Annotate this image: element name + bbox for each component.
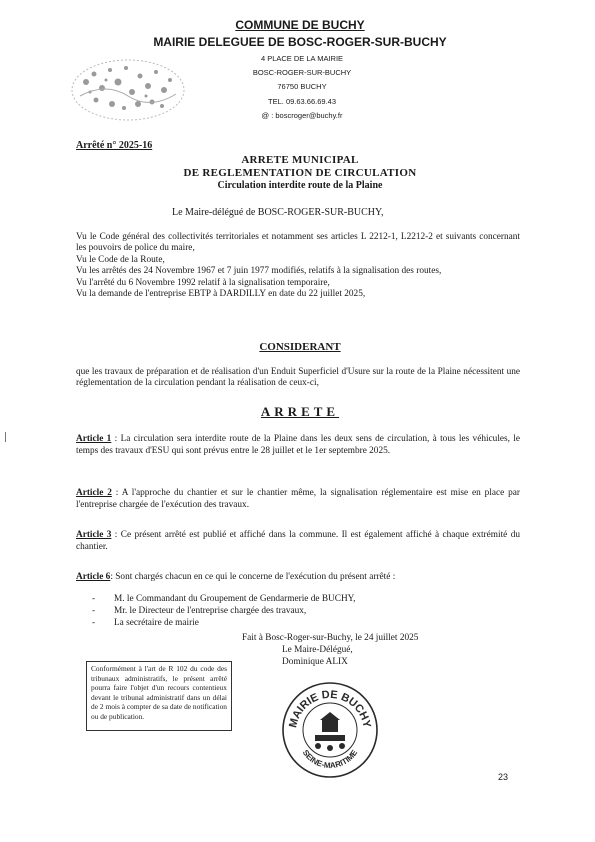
address-line: BOSC-ROGER-SUR-BUCHY: [252, 68, 352, 77]
article-label: Article 1: [76, 434, 112, 444]
article-separator: :: [111, 530, 121, 540]
considerant-text: que les travaux de préparation et de réalisation d'un Enduit Superficiel d'Usure sur la route de la Plaine nécessitent une réglementation de la circulation pendant la réalisation de ceux-ci,: [76, 367, 520, 389]
village-logo-icon: [66, 52, 190, 126]
mairie-stamp-icon: [280, 680, 380, 780]
signature-name: Dominique ALIX: [282, 657, 348, 667]
stamp-top-text: MAIRIE DE BUCHY: [287, 688, 373, 729]
vu-clause: Vu l'arrêté du 6 Novembre 1992 relatif à la signalisation temporaire,: [76, 277, 330, 288]
maire-statement: Le Maire-délégué de BOSC-ROGER-SUR-BUCHY,: [172, 207, 384, 218]
article-label: Article 2: [76, 488, 112, 498]
recipients-list: [92, 593, 472, 629]
article-text: Sont chargés chacun en ce qui le concerne de l'exécution du présent arrêté :: [115, 572, 396, 582]
recipient-item: - La secrétaire de mairie: [92, 617, 472, 629]
stamp-bottom-text: SEINE-MARITIME: [300, 748, 360, 771]
article-1: [76, 433, 520, 457]
title-line-3: Circulation interdite route de la Plaine: [217, 180, 383, 191]
article-separator: :: [111, 488, 122, 498]
title-line-1: ARRETE MUNICIPAL: [241, 154, 359, 166]
article-6: [76, 571, 520, 583]
svg-text:SEINE-MARITIME: [301, 748, 360, 770]
recipient-item: - Mr. le Directeur de l'entreprise chargée des travaux,: [92, 605, 472, 617]
article-text: Ce présent arrêté est publié et affiché dans la commune. Il est également affiché à chaque extrémité du chantier.: [76, 530, 520, 552]
article-3: [76, 529, 520, 553]
article-separator: :: [110, 572, 116, 582]
title-line-2: DE REGLEMENTATION DE CIRCULATION: [183, 167, 417, 179]
article-text: A l'approche du chantier et sur le chantier même, la signalisation réglementaire est mise en place par l'entreprise chargée de l'exécution des travaux.: [76, 488, 521, 510]
page-number: 23: [498, 772, 509, 782]
article-text: La circulation sera interdite route de la Plaine dans les deux sens de circulation, à tous les véhicules, le temps des travaux d'ESU qui sont prévus entre le 28 juillet et le 1er septembre 2025.: [76, 434, 521, 456]
article-separator: :: [111, 434, 121, 444]
address-line: 4 PLACE DE LA MAIRIE: [260, 54, 344, 63]
considerant-heading: CONSIDERANT: [259, 341, 341, 353]
vu-clause: Vu le Code de la Route,: [76, 254, 165, 265]
commune-title: COMMUNE DE BUCHY: [235, 18, 365, 32]
address-line: TEL. 09.63.66.69.43: [268, 97, 336, 106]
article-2: [76, 487, 520, 511]
signature-place-date: Fait à Bosc-Roger-sur-Buchy, le 24 juillet 2025: [242, 633, 419, 643]
signature-block: [242, 632, 502, 668]
signature-role: Le Maire-Délégué,: [282, 645, 353, 655]
vu-section: [76, 232, 520, 300]
vu-clause: Vu les arrêtés des 24 Novembre 1967 et 7 juin 1977 modifiés, relatifs à la signalisation des routes,: [76, 266, 442, 277]
scan-mark: [5, 432, 6, 442]
address-line: 76750 BUCHY: [277, 82, 327, 91]
arrete-heading: ARRETE: [260, 404, 340, 419]
mairie-title: MAIRIE DELEGUEE DE BOSC-ROGER-SUR-BUCHY: [153, 35, 447, 49]
appeal-notice: Conformément à l'art de R 102 du code des tribunaux administratifs, le présent arrêté pourra faire l'objet d'un recours contentieux devant le tribunal administratif dans un délai de 2 mois à compter de sa date de notification ou de publication.: [86, 661, 232, 731]
article-label: Article 3: [76, 530, 112, 540]
article-label: Article 6: [76, 572, 111, 582]
arrete-number: Arrêté n° 2025-16: [76, 140, 153, 151]
email-line: @ : boscroger@buchy.fr: [261, 111, 343, 120]
vu-clause: Vu le Code général des collectivités territoriales et notamment ses articles L 2212-1, L2212-2 et suivants concernant les pouvoirs de police du maire,: [76, 232, 520, 254]
vu-clause: Vu la demande de l'entreprise EBTP à DARDILLY en date du 22 juillet 2025,: [76, 289, 366, 300]
recipient-item: - M. le Commandant du Groupement de Gendarmerie de BUCHY,: [92, 593, 472, 605]
